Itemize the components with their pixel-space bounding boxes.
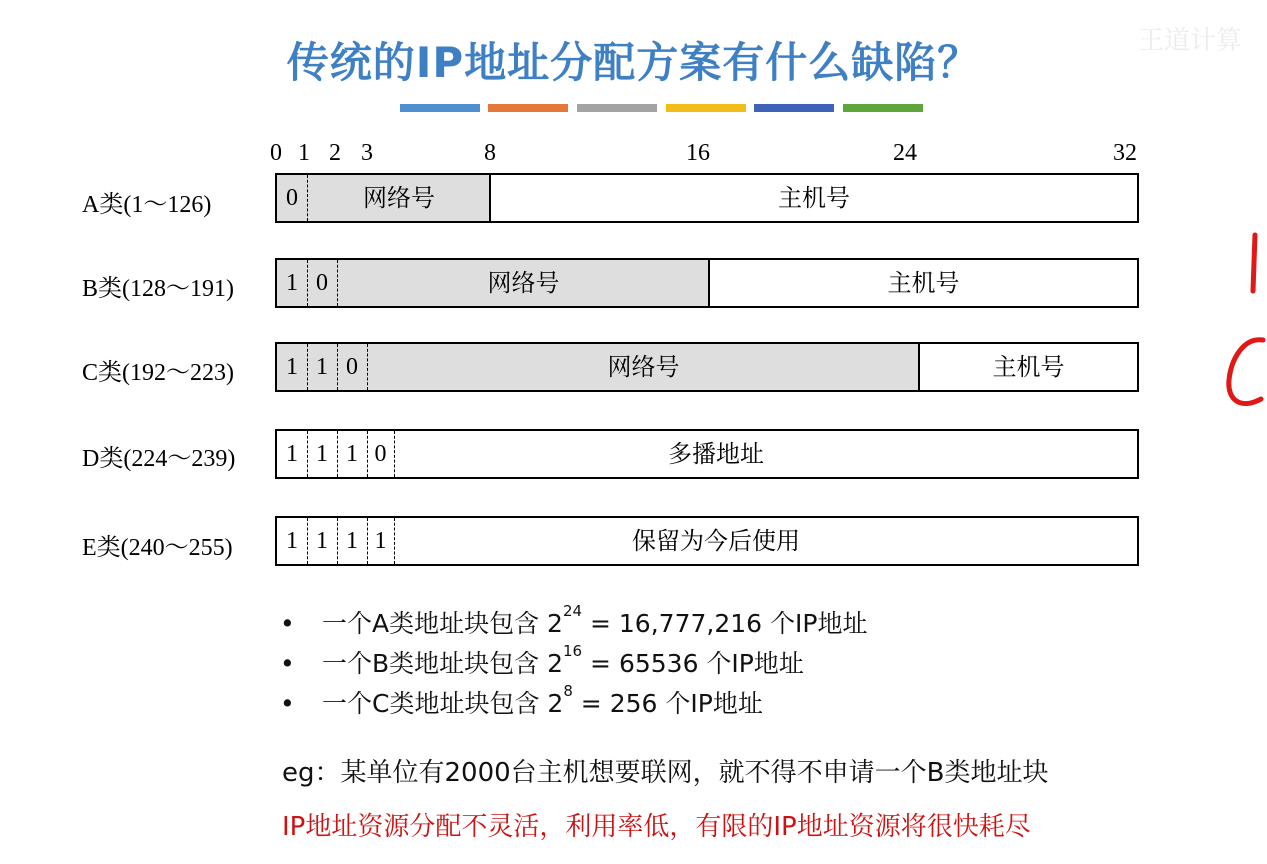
network-id-label: 网络号 xyxy=(487,269,560,297)
prefix-bit: 1 xyxy=(286,528,298,554)
watermark-logo: 王道计算 xyxy=(1138,26,1243,56)
class-a-address-box xyxy=(275,173,1139,223)
bullet-exponent: 24 xyxy=(562,602,583,620)
conclusion-text: IP地址资源分配不灵活，利用率低，有限的IP地址资源将很快耗尽 xyxy=(282,812,1031,842)
host-id-label: 主机号 xyxy=(887,269,960,297)
bit-divider xyxy=(337,260,338,306)
bullet-exponent: 16 xyxy=(563,642,583,660)
address-count-list xyxy=(280,604,867,724)
color-strip-segment xyxy=(666,104,746,112)
color-strip-segment xyxy=(843,104,923,112)
color-strip-segment xyxy=(577,104,657,112)
class-b-address-box xyxy=(275,258,1139,308)
prefix-bit: 0 xyxy=(374,441,387,467)
bullet-text-before: 一个B类地址块包含 2 xyxy=(322,649,564,678)
bullet-marker: • xyxy=(280,609,295,638)
class-c-address-box xyxy=(275,342,1139,392)
bit-position-label: 8 xyxy=(484,140,496,166)
prefix-bit: 0 xyxy=(286,185,298,211)
bullet-exponent: 8 xyxy=(563,682,573,700)
bit-position-label: 24 xyxy=(893,140,917,166)
slide-title: 传统的IP地址分配方案有什么缺陷？ xyxy=(286,38,981,87)
prefix-bit: 0 xyxy=(316,270,328,296)
prefix-bit: 1 xyxy=(374,528,387,554)
host-id-label: 主机号 xyxy=(778,184,850,212)
class-d-address-box xyxy=(275,429,1139,479)
example-text: eg：某单位有2000台主机想要联网，就不得不申请一个B类地址块 xyxy=(282,758,1049,788)
prefix-bit: 1 xyxy=(316,528,328,554)
class-e-address-box xyxy=(275,516,1139,566)
bit-divider xyxy=(394,518,395,564)
prefix-bit: 1 xyxy=(286,354,298,380)
network-id-label: 网络号 xyxy=(363,184,435,212)
bullet-text-after: = 256 个IP地址 xyxy=(572,689,763,718)
list-item xyxy=(280,644,867,684)
host-id-label: 主机号 xyxy=(992,353,1065,381)
bit-position-label: 32 xyxy=(1113,140,1137,166)
bullet-text-after: = 65536 个IP地址 xyxy=(582,649,804,678)
prefix-bit: 1 xyxy=(316,441,328,467)
prefix-bit: 1 xyxy=(286,270,298,296)
bullet-marker: • xyxy=(280,689,295,718)
prefix-bit: 1 xyxy=(286,441,298,467)
class-d-label: D类(224～239) xyxy=(82,446,236,472)
class-c-label: C类(192～223) xyxy=(82,360,234,386)
multicast-field-label: 多播地址 xyxy=(668,440,764,468)
prefix-bit: 1 xyxy=(346,528,358,554)
bit-divider xyxy=(394,431,395,477)
reserved-field-label: 保留为今后使用 xyxy=(632,527,800,555)
bit-divider xyxy=(307,175,308,221)
bullet-text-after: = 16,777,216 个IP地址 xyxy=(582,609,868,638)
bit-position-label: 1 xyxy=(298,140,310,166)
class-b-label: B类(128～191) xyxy=(82,276,234,302)
bullet-marker: • xyxy=(280,649,295,678)
network-id-label: 网络号 xyxy=(607,353,680,381)
prefix-bit: 0 xyxy=(346,354,358,380)
bullet-text-before: 一个C类地址块包含 2 xyxy=(322,689,564,718)
prefix-bit: 1 xyxy=(346,441,358,467)
bullet-text-before: 一个A类地址块包含 2 xyxy=(322,609,563,638)
bit-position-label: 3 xyxy=(361,140,373,166)
bit-position-label: 2 xyxy=(329,140,341,166)
color-strip-segment xyxy=(754,104,834,112)
class-e-label: E类(240～255) xyxy=(82,535,233,561)
red-pen-annotation xyxy=(1215,225,1267,415)
color-strip-segment xyxy=(488,104,568,112)
list-item xyxy=(280,604,867,644)
class-a-label: A类(1～126) xyxy=(82,192,212,218)
bit-position-label: 0 xyxy=(270,140,282,166)
bit-position-label: 16 xyxy=(686,140,710,166)
prefix-bit: 1 xyxy=(316,354,328,380)
color-strip-segment xyxy=(400,104,480,112)
list-item xyxy=(280,684,867,724)
bit-divider xyxy=(367,344,368,390)
